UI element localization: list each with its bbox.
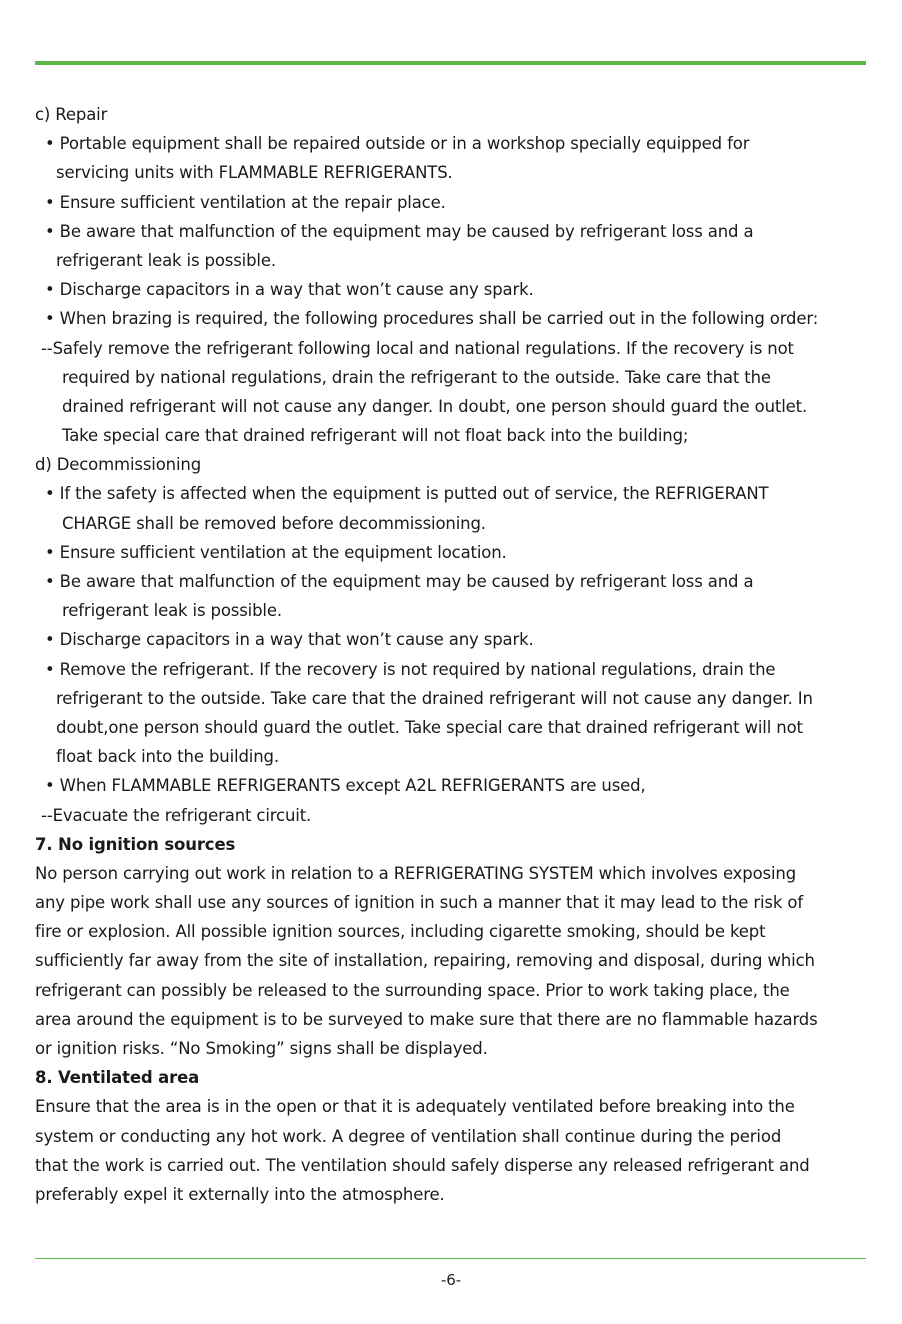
list-item: • Remove the refrigerant. If the recovery is not required by national regulations, drain the: [45, 659, 776, 679]
page-content: [35, 100, 885, 1209]
sub-list-item-continuation: required by national regulations, drain the refrigerant to the outside. Take care that the: [62, 367, 771, 387]
paragraph-line: system or conducting any hot work. A degree of ventilation shall continue during the period: [35, 1126, 782, 1146]
list-item: • Ensure sufficient ventilation at the repair place.: [45, 192, 446, 212]
list-item: • Ensure sufficient ventilation at the equipment location.: [45, 542, 507, 562]
list-item: • When brazing is required, the following procedures shall be carried out in the following order:: [45, 309, 819, 329]
list-item-continuation: refrigerant leak is possible.: [56, 250, 276, 270]
sub-list-item-continuation: Take special care that drained refrigerant will not float back into the building;: [62, 426, 689, 446]
paragraph-line: that the work is carried out. The ventilation should safely disperse any released refrigerant and: [35, 1155, 810, 1175]
list-item: • Portable equipment shall be repaired outside or in a workshop specially equipped for: [45, 134, 750, 154]
section-heading-no-ignition: 7. No ignition sources: [35, 834, 236, 854]
paragraph-line: refrigerant can possibly be released to the surrounding space. Prior to work taking place, the: [35, 980, 790, 1000]
paragraph-line: or ignition risks. “No Smoking” signs shall be displayed.: [35, 1039, 488, 1058]
footer-rule: [35, 1258, 866, 1259]
list-item: • If the safety is affected when the equipment is putted out of service, the REFRIGERANT: [45, 484, 769, 504]
list-item-continuation: float back into the building.: [56, 747, 279, 767]
list-item: • When FLAMMABLE REFRIGERANTS except A2L REFRIGERANTS are used,: [45, 776, 646, 796]
decommissioning-heading: d) Decommissioning: [35, 455, 202, 475]
section-heading-ventilated-area: 8. Ventilated area: [35, 1068, 200, 1088]
sub-list-item: --Safely remove the refrigerant following local and national regulations. If the recovery is not: [41, 338, 794, 358]
list-item-continuation: servicing units with FLAMMABLE REFRIGERANTS.: [56, 163, 453, 183]
paragraph-line: sufficiently far away from the site of installation, repairing, removing and disposal, during which: [35, 951, 815, 971]
header-rule: [35, 61, 866, 65]
sub-list-item: --Evacuate the refrigerant circuit.: [41, 805, 312, 825]
paragraph-line: fire or explosion. All possible ignition sources, including cigarette smoking, should be kept: [35, 922, 766, 942]
list-item: • Be aware that malfunction of the equipment may be caused by refrigerant loss and a: [45, 221, 754, 241]
list-item: • Be aware that malfunction of the equipment may be caused by refrigerant loss and a: [45, 572, 754, 591]
list-item: • Discharge capacitors in a way that won’t cause any spark.: [45, 630, 534, 650]
list-item-continuation: CHARGE shall be removed before decommissioning.: [62, 513, 486, 533]
list-item: • Discharge capacitors in a way that won’t cause any spark.: [45, 280, 534, 300]
paragraph-line: area around the equipment is to be surveyed to make sure that there are no flammable hazards: [35, 1009, 818, 1029]
list-item-continuation: doubt,one person should guard the outlet. Take special care that drained refrigerant will not: [56, 717, 803, 737]
list-item-continuation: refrigerant leak is possible.: [62, 601, 282, 621]
page-number: -6-: [440, 1271, 462, 1289]
list-item-continuation: refrigerant to the outside. Take care that the drained refrigerant will not cause any danger. In: [56, 688, 813, 708]
paragraph-line: preferably expel it externally into the atmosphere.: [35, 1184, 445, 1204]
paragraph-line: any pipe work shall use any sources of ignition in such a manner that it may lead to the risk of: [35, 893, 803, 913]
sub-list-item-continuation: drained refrigerant will not cause any danger. In doubt, one person should guard the outlet.: [62, 396, 808, 416]
paragraph-line: No person carrying out work in relation to a REFRIGERATING SYSTEM which involves exposing: [35, 863, 797, 883]
repair-heading: c) Repair: [35, 105, 108, 124]
paragraph-line: Ensure that the area is in the open or that it is adequately ventilated before breaking into the: [35, 1097, 795, 1117]
